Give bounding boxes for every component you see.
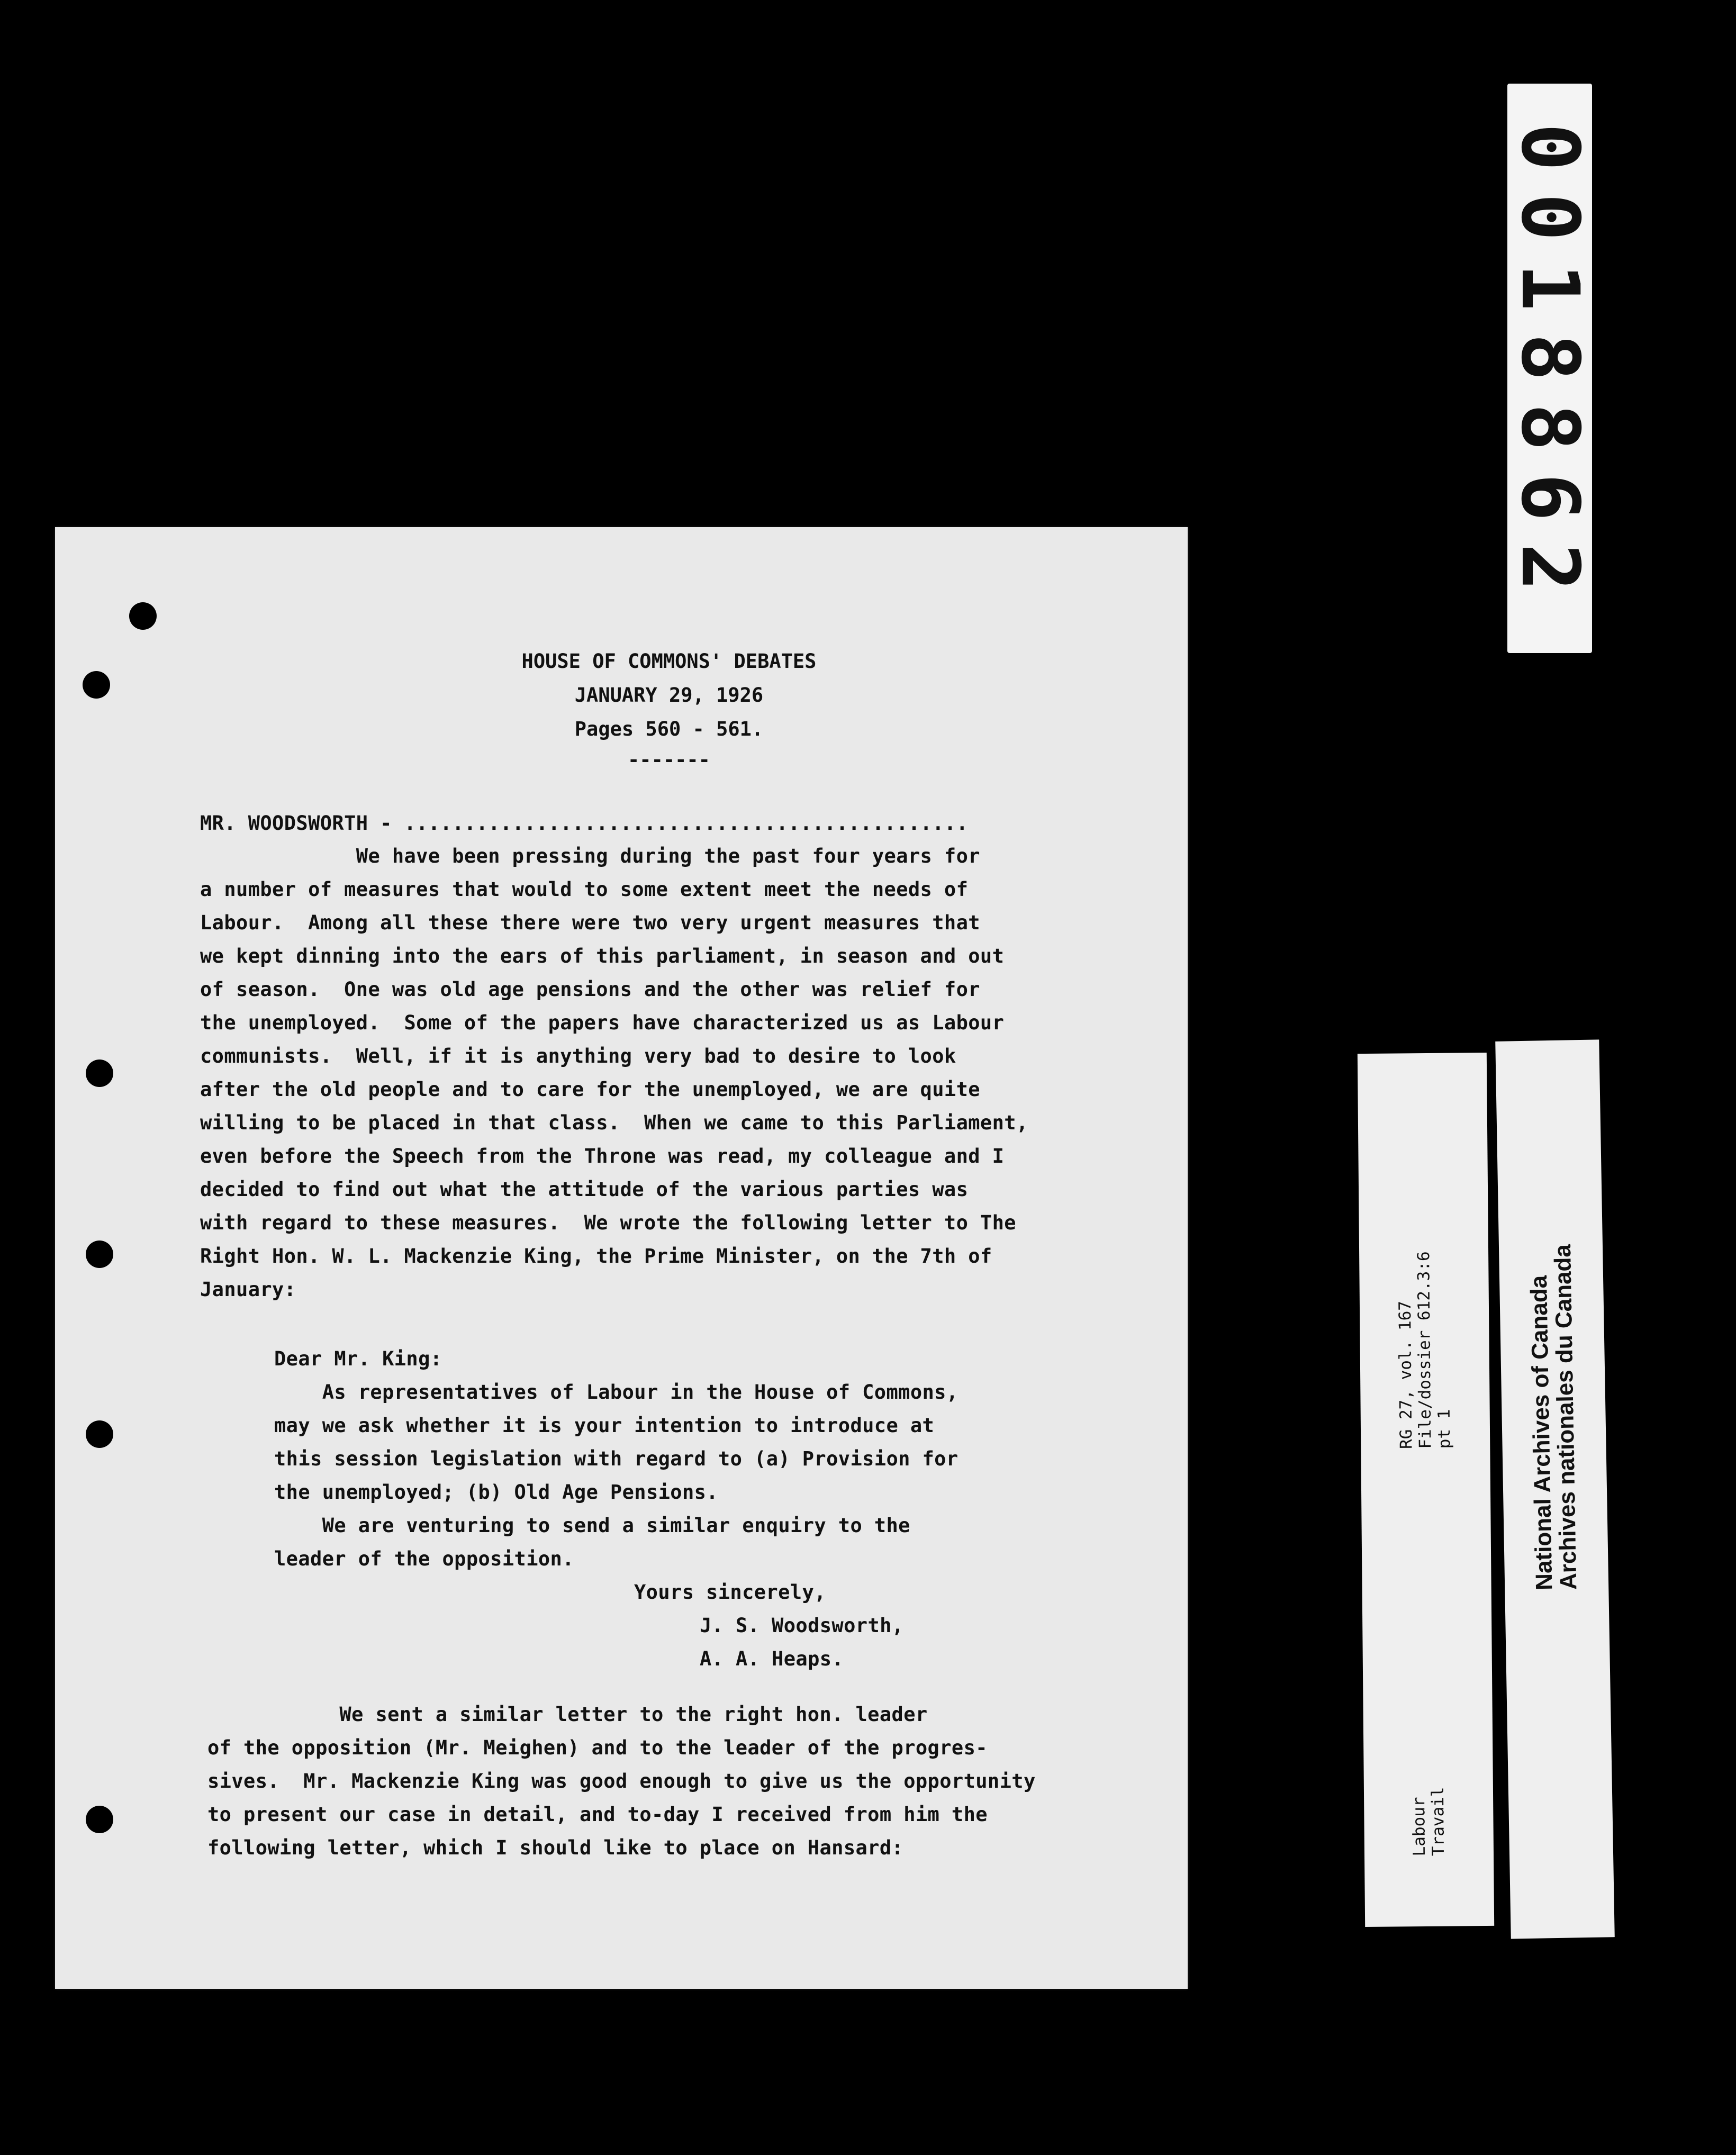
punch-hole bbox=[86, 1060, 113, 1087]
archive-label bbox=[1495, 1039, 1615, 1939]
text-line: decided to find out what the attitude of the various parties was bbox=[200, 1178, 969, 1201]
letter-line: As representatives of Labour in the House of Commons, bbox=[274, 1381, 959, 1404]
letter-line: the unemployed; (b) Old Age Pensions. bbox=[274, 1481, 719, 1504]
text-line: of season. One was old age pensions and the other was relief for bbox=[200, 978, 980, 1001]
punch-hole bbox=[86, 1420, 113, 1448]
letter-signatory: A. A. Heaps. bbox=[700, 1647, 844, 1670]
microfilm-frame-number bbox=[1504, 84, 1596, 653]
file-reference-text: RG 27, vol. 167 File/dossier 612.3:6 pt 1 bbox=[1395, 1251, 1454, 1450]
heading-title: HOUSE OF COMMONS' DEBATES bbox=[521, 650, 817, 673]
text-line: Right Hon. W. L. Mackenzie King, the Prime Minister, on the 7th of bbox=[200, 1245, 992, 1267]
heading-pages: Pages 560 - 561. bbox=[574, 718, 764, 740]
file-reference-label bbox=[1358, 1053, 1494, 1927]
heading-rule: ------- bbox=[628, 748, 710, 771]
text-line: to present our case in detail, and to-day I received from him the bbox=[207, 1803, 988, 1826]
text-line: even before the Speech from the Throne was read, my colleague and I bbox=[200, 1145, 1005, 1167]
letter-signatory: J. S. Woodsworth, bbox=[700, 1614, 904, 1637]
text-line: Labour. Among all these there were two very urgent measures that bbox=[200, 911, 980, 934]
text-line: January: bbox=[200, 1278, 296, 1301]
frame-number-text: 0018862 bbox=[1504, 123, 1596, 614]
archive-name-text: National Archives of Canada Archives nationales du Canada bbox=[1525, 1244, 1582, 1591]
text-line: with regard to these measures. We wrote the following letter to The bbox=[200, 1211, 1016, 1234]
punch-hole bbox=[86, 1241, 113, 1268]
letter-line: this session legislation with regard to (a) Provision for bbox=[274, 1447, 959, 1470]
file-subject-text: Labour Travail bbox=[1409, 1787, 1449, 1857]
punch-hole bbox=[86, 1806, 113, 1833]
text-line: of the opposition (Mr. Meighen) and to the leader of the progres- bbox=[207, 1736, 988, 1759]
text-line: the unemployed. Some of the papers have characterized us as Labour bbox=[200, 1011, 1005, 1034]
punch-hole bbox=[83, 671, 110, 699]
letter-line: may we ask whether it is your intention to introduce at bbox=[274, 1414, 935, 1437]
text-line: We sent a similar letter to the right hon. leader bbox=[207, 1703, 928, 1726]
text-line: We have been pressing during the past four years for bbox=[200, 845, 980, 867]
document-page bbox=[55, 527, 1188, 1989]
speaker-line: MR. WOODSWORTH - ............................................... bbox=[200, 812, 969, 835]
text-line: sives. Mr. Mackenzie King was good enough to give us the opportunity bbox=[207, 1770, 1036, 1792]
text-line: communists. Well, if it is anything very bad to desire to look bbox=[200, 1045, 956, 1067]
letter-salutation: Dear Mr. King: bbox=[274, 1347, 442, 1370]
text-line: following letter, which I should like to place on Hansard: bbox=[207, 1836, 904, 1859]
punch-hole bbox=[129, 602, 157, 630]
document-heading bbox=[468, 645, 870, 787]
text-line: after the old people and to care for the unemployed, we are quite bbox=[200, 1078, 980, 1101]
letter-line: leader of the opposition. bbox=[274, 1547, 574, 1570]
text-line: a number of measures that would to some extent meet the needs of bbox=[200, 878, 969, 901]
letter-closing: Yours sincerely, bbox=[634, 1581, 826, 1604]
text-line: willing to be placed in that class. When we came to this Parliament, bbox=[200, 1111, 1028, 1134]
heading-date: JANUARY 29, 1926 bbox=[574, 684, 764, 707]
text-line: we kept dinning into the ears of this parliament, in season and out bbox=[200, 945, 1005, 967]
letter-line: We are venturing to send a similar enquiry to the bbox=[274, 1514, 910, 1537]
